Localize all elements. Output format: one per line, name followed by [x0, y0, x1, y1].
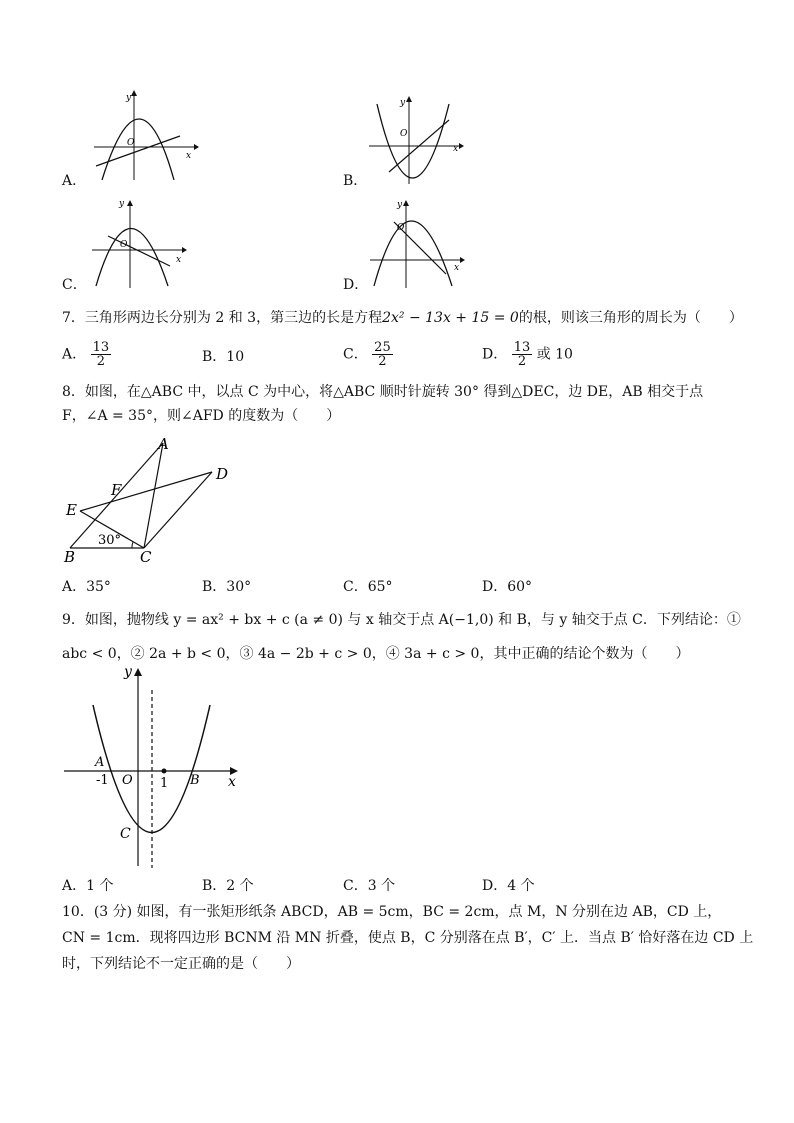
q8-option-c: C．65° — [343, 579, 393, 595]
q6-graph-a — [90, 88, 200, 183]
q8-angle-label: 30° — [98, 533, 122, 548]
q8-label-a: A — [158, 435, 169, 453]
q9-option-d: D．4 个 — [482, 878, 535, 894]
q9-option-a: A．1 个 — [62, 878, 114, 894]
q6-graph-d — [366, 196, 476, 291]
q7-stem: 7．三角形两边长分别为 2 和 3，第三边的长是方程2x² − 13x + 15 = 0的根，则该三角形的周长为（ ） — [62, 310, 743, 326]
q6c-origin: O — [120, 240, 128, 250]
q10-stem-line2: CN = 1cm．现将四边形 BCNM 沿 MN 折叠，使点 B，C 分别落在点 B′，C′ 上．当点 B′ 恰好落在边 CD 上 — [62, 930, 754, 946]
q7-option-a: A． $\frac{13}{2}$ — [62, 340, 110, 369]
q6b-y-label: y — [400, 98, 406, 108]
q6d-origin: O — [397, 223, 405, 233]
q8-stem-line1: 8．如图，在△ABC 中，以点 C 为中心，将△ABC 顺时针旋转 30° 得到△DEC，边 DE，AB 相交于点 — [62, 384, 704, 400]
q8-stem-line2: F，∠A = 35°，则∠AFD 的度数为（ ） — [62, 408, 341, 424]
q8-label-c: C — [140, 548, 152, 566]
q9-stem-line1: 9．如图，抛物线 y = ax² + bx + c (a ≠ 0) 与 x 轴交于点 A(−1,0) 和 B，与 y 轴交于点 C．下列结论：① — [62, 612, 741, 628]
q9-label-1: 1 — [160, 776, 169, 791]
q9-label-neg1: -1 — [96, 773, 109, 788]
q7-equation: 2x² − 13x + 15 = 0 — [382, 310, 519, 326]
q6-graph-b — [365, 92, 475, 187]
q9-stem-line2: abc < 0，② 2a + b < 0，③ 4a − 2b + c > 0，④ 3a + c > 0，其中正确的结论个数为（ ） — [62, 646, 690, 662]
q9-option-c: C．3 个 — [343, 878, 396, 894]
q7-option-d: D． $\frac{13}{2}$ 或 10 — [482, 340, 573, 369]
q10-stem-line3: 时，下列结论不一定正确的是（ ） — [62, 956, 300, 972]
q6d-y-label: y — [397, 200, 403, 210]
q9-figure — [60, 660, 245, 872]
q8-figure — [60, 434, 235, 566]
q7-option-b: B．10 — [202, 349, 245, 365]
q9-option-b: B．2 个 — [202, 878, 254, 894]
q8-label-f: F — [111, 481, 122, 499]
q6c-x-label: x — [176, 255, 182, 265]
q6-option-c: C． — [62, 277, 87, 293]
q6-option-d: D． — [343, 277, 369, 293]
q9-label-c: C — [120, 826, 131, 842]
q9-label-a: A — [95, 755, 105, 770]
q9-label-b: B — [190, 773, 200, 788]
q6-option-b: B． — [343, 173, 368, 189]
q6b-x-label: x — [453, 144, 459, 154]
q6-graph-c — [88, 196, 198, 291]
q6-option-a: A． — [62, 173, 87, 189]
q6b-origin: O — [400, 129, 408, 139]
q6a-y-label: y — [126, 93, 132, 103]
q6a-origin: O — [127, 138, 135, 148]
q10-stem-line1: 10．(3 分) 如图，有一张矩形纸条 ABCD，AB = 5cm，BC = 2cm，点 M，N 分别在边 AB，CD 上， — [62, 904, 722, 920]
q6c-y-label: y — [119, 199, 125, 209]
q6d-x-label: x — [454, 263, 460, 273]
q8-option-b: B．30° — [202, 579, 252, 595]
q8-label-b: B — [64, 548, 76, 566]
q9-label-o: O — [122, 773, 133, 788]
q8-option-a: A．35° — [62, 579, 111, 595]
q8-label-e: E — [66, 501, 77, 519]
q9-x-label: x — [228, 774, 236, 790]
q8-label-d: D — [216, 465, 229, 483]
q6a-x-label: x — [186, 151, 192, 161]
q9-y-label: y — [124, 664, 132, 680]
q7-option-c: C． $\frac{25}{2}$ — [343, 340, 391, 369]
q8-option-d: D．60° — [482, 579, 533, 595]
